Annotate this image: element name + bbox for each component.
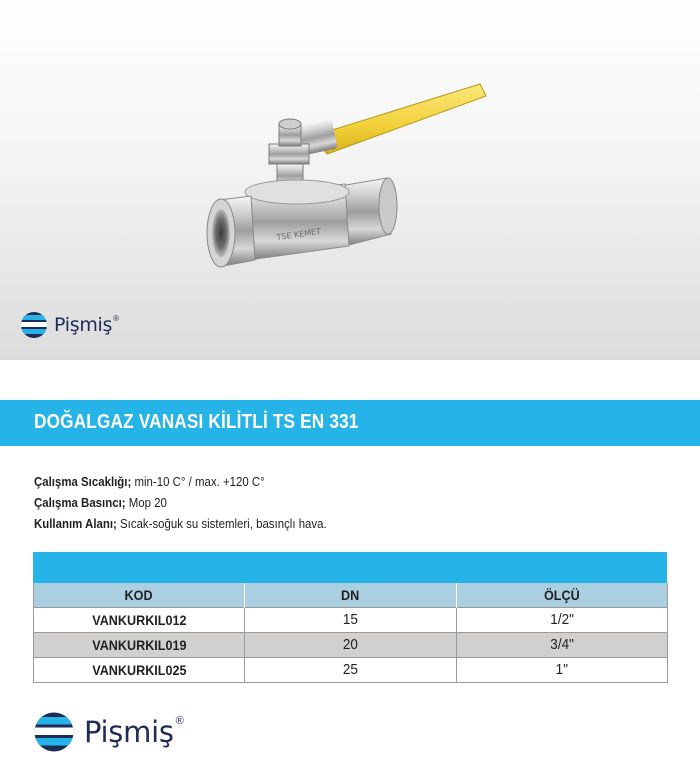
title-band bbox=[0, 400, 700, 446]
cell-dn: 20 bbox=[245, 632, 457, 657]
spec-value: min-10 C° / max. +120 C° bbox=[134, 474, 265, 489]
cell-dn: 25 bbox=[245, 657, 457, 682]
spec-label: Kullanım Alanı; bbox=[34, 516, 117, 531]
spec-value: Sıcak-soğuk su sistemleri, basınçlı hava. bbox=[120, 516, 327, 531]
brand-logo-top bbox=[20, 311, 119, 339]
table-row bbox=[34, 632, 668, 657]
svg-text:TSE KEMET: TSE KEMET bbox=[276, 226, 322, 242]
column-header-dn: DN bbox=[245, 583, 457, 607]
registered-mark: ® bbox=[113, 313, 120, 323]
cell-size: 1/2" bbox=[457, 607, 668, 632]
spec-pressure bbox=[34, 492, 327, 513]
cell-code: VANKURKIL025 bbox=[34, 657, 245, 682]
brand-name: Pişmiş bbox=[54, 314, 113, 336]
table-header-row bbox=[34, 583, 668, 607]
brand-mark-icon bbox=[20, 311, 48, 339]
spec-list bbox=[34, 471, 367, 534]
ball-valve-image bbox=[205, 78, 495, 298]
registered-mark: ® bbox=[175, 715, 184, 727]
cell-code: VANKURKIL019 bbox=[34, 632, 245, 657]
brand-name: Pişmiş bbox=[84, 715, 174, 749]
spec-temperature bbox=[34, 471, 327, 492]
size-table bbox=[33, 583, 668, 683]
cell-size: 1" bbox=[457, 657, 668, 682]
cell-size: 3/4" bbox=[457, 632, 668, 657]
spec-label: Çalışma Basıncı; bbox=[34, 495, 126, 510]
product-title: DOĞALGAZ VANASI KİLİTLİ TS EN 331 bbox=[34, 411, 359, 433]
product-table bbox=[33, 552, 667, 683]
spec-label: Çalışma Sıcaklığı; bbox=[34, 474, 132, 489]
spec-value: Mop 20 bbox=[128, 495, 167, 510]
product-hero bbox=[0, 0, 700, 360]
column-header-kod: KOD bbox=[34, 583, 245, 607]
table-row bbox=[34, 607, 668, 632]
brand-logo-bottom bbox=[33, 711, 184, 753]
cell-dn: 15 bbox=[245, 607, 457, 632]
cell-code: VANKURKIL012 bbox=[34, 607, 245, 632]
table-row bbox=[34, 657, 668, 682]
column-header-olcu: ÖLÇÜ bbox=[457, 583, 668, 607]
brand-mark-icon bbox=[33, 711, 75, 753]
table-banner bbox=[33, 552, 667, 583]
spec-usage bbox=[34, 513, 327, 534]
